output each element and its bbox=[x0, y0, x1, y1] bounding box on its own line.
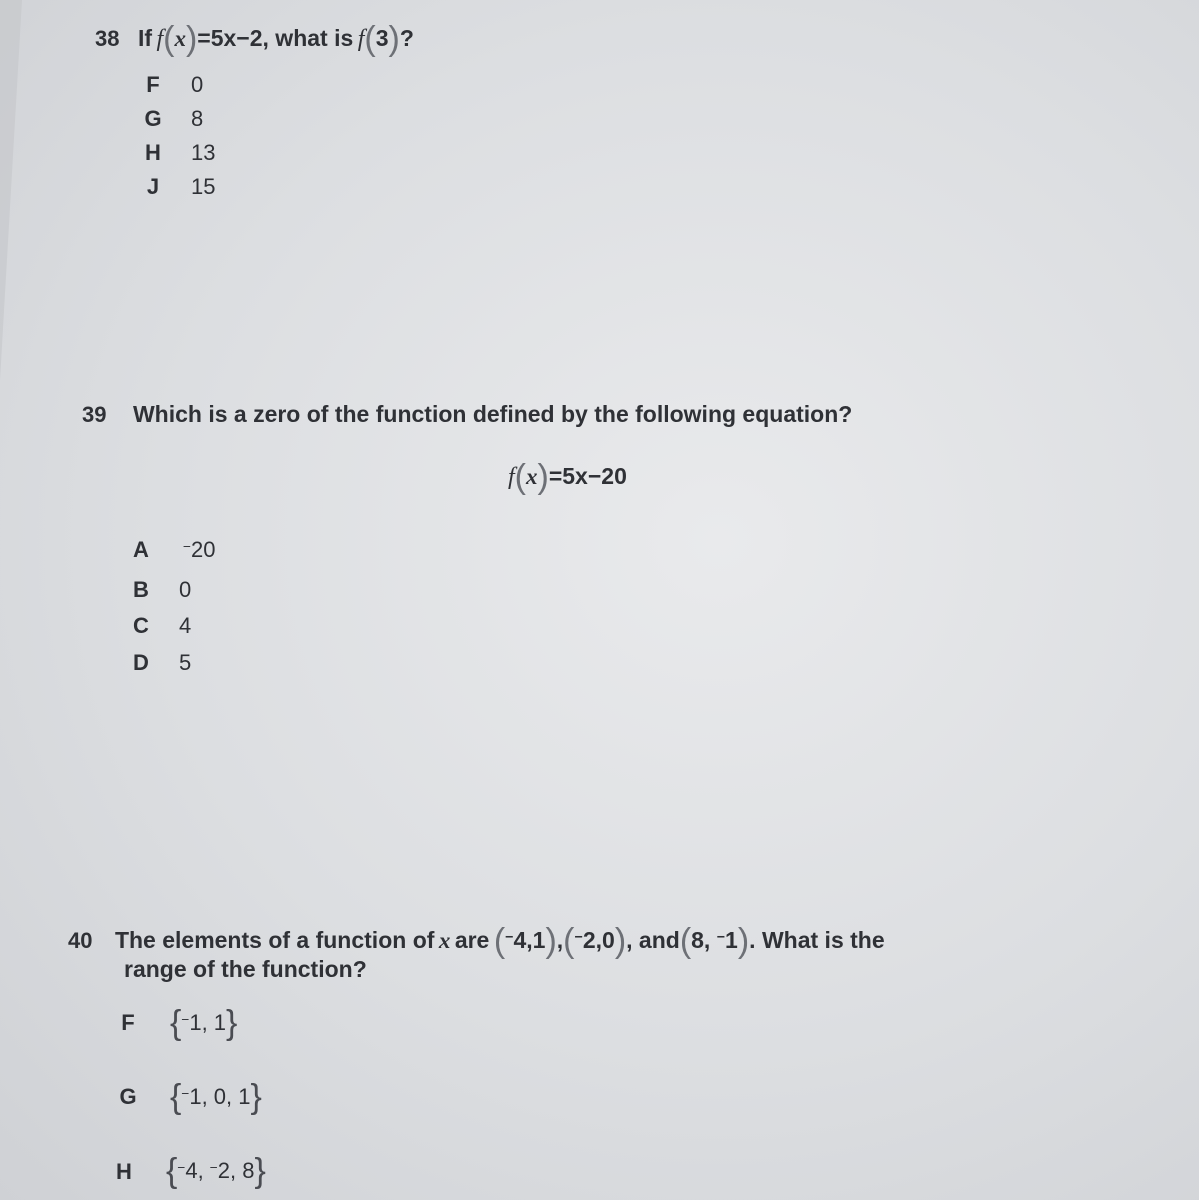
variable-x: x bbox=[174, 26, 186, 51]
choice-38-letter-j[interactable]: J bbox=[146, 174, 160, 199]
question-40-text-a: The elements of a function of bbox=[114, 927, 435, 953]
question-40-text-b: are bbox=[454, 927, 490, 953]
function-f: f bbox=[357, 26, 365, 52]
choice-39-letter-b[interactable]: B bbox=[133, 577, 149, 602]
question-39-number: 39 bbox=[82, 402, 107, 427]
choice-39-value-a: −20 bbox=[183, 537, 216, 562]
variable-x: x bbox=[438, 928, 451, 953]
ordered-pair-3: 8, −1 bbox=[691, 927, 738, 953]
choice-39-letter-a[interactable]: A bbox=[133, 537, 149, 562]
choice-39-value-c: 4 bbox=[179, 613, 192, 638]
choice-38-value-g: 8 bbox=[191, 106, 204, 131]
question-38-suffix: ? bbox=[399, 25, 414, 51]
question-39-text: Which is a zero of the function defined by the following equation? bbox=[132, 401, 853, 427]
choice-38-value-j: 15 bbox=[191, 174, 216, 199]
question-38-number: 38 bbox=[95, 26, 120, 51]
choice-40-set-g: {−1, 0, 1} bbox=[170, 1078, 262, 1116]
question-38-prefix: If bbox=[137, 25, 152, 51]
question-39-stem bbox=[82, 401, 852, 428]
variable-x: x bbox=[526, 464, 538, 489]
function-f: f bbox=[156, 26, 164, 52]
choice-40-letter-f[interactable]: F bbox=[121, 1010, 135, 1035]
choice-39-letter-d[interactable]: D bbox=[133, 650, 149, 675]
question-40-stem: 40 The elements of a function of x are (−4,1),(−2,0), and(8, −1). What is the bbox=[68, 922, 885, 960]
question-40-number: 40 bbox=[68, 928, 93, 953]
question-40-and: , and bbox=[626, 927, 680, 953]
choice-38-letter-g[interactable]: G bbox=[144, 106, 162, 131]
choice-38-letter-f[interactable]: F bbox=[146, 72, 160, 97]
choice-40-letter-g[interactable]: G bbox=[119, 1084, 137, 1109]
question-38-stem: 38 If f(x)=5x−2, what is f(3)? bbox=[95, 20, 414, 58]
choice-40-set-f: {−1, 1} bbox=[170, 1004, 238, 1042]
choice-39-value-d: 5 bbox=[179, 650, 192, 675]
choice-38-value-f: 0 bbox=[191, 72, 204, 97]
page-fold-shadow bbox=[0, 0, 22, 380]
choice-39-value-b: 0 bbox=[179, 577, 192, 602]
question-40-line2: range of the function? bbox=[124, 956, 367, 982]
choice-40-letter-h[interactable]: H bbox=[116, 1159, 132, 1184]
choice-39-letter-c[interactable]: C bbox=[133, 613, 149, 638]
equation-rhs: =5x−20 bbox=[548, 463, 627, 489]
choice-38-letter-h[interactable]: H bbox=[145, 140, 161, 165]
function-f: f bbox=[508, 464, 515, 490]
question-38-rhs: =5x−2, what is bbox=[197, 25, 354, 51]
question-40-text-c: . What is the bbox=[749, 927, 885, 953]
choice-38-value-h: 13 bbox=[191, 140, 216, 165]
ordered-pair-2: −2,0 bbox=[574, 927, 615, 953]
choice-40-set-h: {−4, −2, 8} bbox=[166, 1152, 266, 1190]
ordered-pair-1: −4,1 bbox=[505, 927, 546, 953]
question-39-equation: f(x)=5x−20 bbox=[508, 458, 627, 496]
question-38-arg: 3 bbox=[375, 25, 389, 51]
